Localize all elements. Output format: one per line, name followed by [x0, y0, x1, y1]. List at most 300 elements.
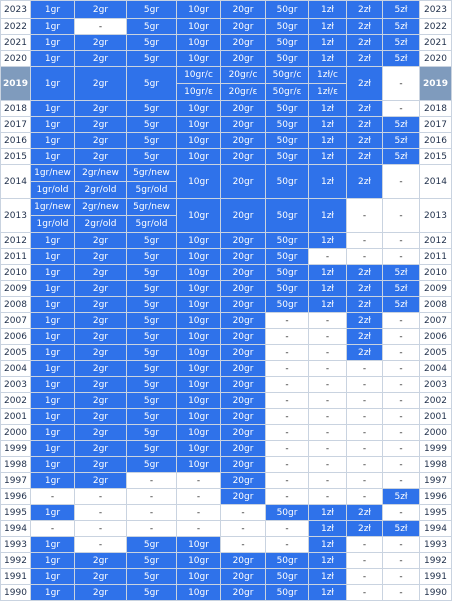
year-cell-right: 2007 [420, 313, 452, 329]
coin-cell: 5gr [127, 441, 177, 457]
coin-variant-label: 10gr/c [184, 70, 213, 80]
year-cell-right: 2001 [420, 409, 452, 425]
table-row [1, 345, 452, 361]
year-cell-right: 2014 [420, 165, 452, 199]
coin-cell: 2zł [347, 345, 383, 361]
coin-cell: - [266, 537, 309, 553]
coin-cell: 5gr [127, 345, 177, 361]
coin-variant-label: 5gr/old [127, 215, 176, 232]
coin-cell: 1gr [31, 409, 75, 425]
coin-cell: 5zł [383, 1, 420, 19]
coin-cell: 1gr [31, 393, 75, 409]
table-row [1, 133, 452, 149]
year-cell-left: 1990 [1, 585, 31, 601]
coin-variant-label: 20gr/c [228, 70, 258, 80]
coin-cell: 1gr [31, 473, 75, 489]
coin-cell: - [383, 441, 420, 457]
coin-cell: 5gr [127, 377, 177, 393]
coin-cell: 5gr [127, 409, 177, 425]
year-cell-right: 2010 [420, 265, 452, 281]
year-cell-right: 2005 [420, 345, 452, 361]
coin-cell: - [347, 361, 383, 377]
coin-cell: 1zł [309, 149, 347, 165]
coin-cell: - [309, 361, 347, 377]
year-cell-left: 2006 [1, 329, 31, 345]
coin-cell: 2zł [347, 165, 383, 199]
coin-variant-label: 5gr/new [133, 168, 170, 178]
coin-cell: 10gr [177, 249, 221, 265]
coin-cell: 5zł [383, 281, 420, 297]
coin-cell: - [266, 345, 309, 361]
coin-cell: 2gr [75, 393, 127, 409]
coin-variant-label: 2gr/new [82, 168, 119, 178]
year-cell-right: 2021 [420, 35, 452, 51]
table-row [1, 329, 452, 345]
coin-cell: - [177, 473, 221, 489]
coin-cell: 5gr [127, 101, 177, 117]
coin-cell: 20gr [221, 393, 266, 409]
table-row [1, 265, 452, 281]
year-cell-left: 1997 [1, 473, 31, 489]
coin-cell: 5gr [127, 233, 177, 249]
coin-cell: - [383, 249, 420, 265]
coin-cell: 1gr [31, 505, 75, 521]
coin-cell: 2zł [347, 505, 383, 521]
coin-cell: 1gr [31, 265, 75, 281]
coin-cell: - [177, 521, 221, 537]
coin-cell: 2gr [75, 457, 127, 473]
table-row [1, 457, 452, 473]
coin-variant-label: 50gr/ε [266, 83, 308, 100]
coin-cell: 50gr [266, 19, 309, 35]
coin-cell: - [347, 393, 383, 409]
coin-cell: 20gr [221, 361, 266, 377]
coin-cell: - [347, 585, 383, 601]
coin-cell: - [266, 441, 309, 457]
coin-cell: 10gr [177, 281, 221, 297]
coin-cell: - [266, 377, 309, 393]
coin-cell: 10gr [177, 1, 221, 19]
year-cell-left: 2010 [1, 265, 31, 281]
coin-cell: - [309, 393, 347, 409]
coin-cell: 5gr [127, 329, 177, 345]
coin-cell: - [127, 473, 177, 489]
coin-cell: 50gr [266, 585, 309, 601]
coin-cell: 20gr [221, 569, 266, 585]
year-cell-right: 2016 [420, 133, 452, 149]
coin-variant-label: 1gr/old [31, 215, 74, 232]
year-cell-right: 2013 [420, 199, 452, 233]
coin-cell: 20gr [221, 35, 266, 51]
table-row [1, 361, 452, 377]
year-cell-left: 2017 [1, 117, 31, 133]
table-row [1, 1, 452, 19]
coin-cell [127, 199, 177, 233]
coin-cell: 5zł [383, 51, 420, 67]
coin-cell: 1gr [31, 361, 75, 377]
coin-cell: 5gr [127, 281, 177, 297]
coin-cell: 20gr [221, 585, 266, 601]
table-row [1, 585, 452, 601]
coin-cell: - [221, 537, 266, 553]
coin-cell: 20gr [221, 199, 266, 233]
year-cell-left: 2003 [1, 377, 31, 393]
coin-cell: 2zł [347, 329, 383, 345]
year-cell-left: 2005 [1, 345, 31, 361]
coin-cell: 1gr [31, 457, 75, 473]
coin-cell: - [383, 473, 420, 489]
coin-cell: 1zł [309, 553, 347, 569]
coin-cell: 1gr [31, 117, 75, 133]
coin-cell: - [177, 489, 221, 505]
coin-cell: - [31, 489, 75, 505]
coin-cell: 1gr [31, 553, 75, 569]
year-cell-left: 2020 [1, 51, 31, 67]
coin-cell: 20gr [221, 51, 266, 67]
coin-cell: 10gr [177, 165, 221, 199]
coin-cell: 10gr [177, 537, 221, 553]
coin-cell: 2gr [75, 329, 127, 345]
coin-cell: 20gr [221, 165, 266, 199]
coin-cell: 10gr [177, 345, 221, 361]
coin-cell: 2gr [75, 425, 127, 441]
coin-cell: 5gr [127, 569, 177, 585]
year-cell-left: 2015 [1, 149, 31, 165]
table-row [1, 101, 452, 117]
table-row [1, 409, 452, 425]
coin-cell: - [347, 553, 383, 569]
coin-cell: 2zł [347, 133, 383, 149]
coin-cell: 1gr [31, 569, 75, 585]
year-cell-left: 2022 [1, 19, 31, 35]
coin-cell: 20gr [221, 345, 266, 361]
coin-cell: 1gr [31, 297, 75, 313]
coin-cell: 5zł [383, 265, 420, 281]
year-cell-right: 1998 [420, 457, 452, 473]
coin-cell: 1gr [31, 19, 75, 35]
coin-cell: 2gr [75, 117, 127, 133]
coin-cell: 5zł [383, 117, 420, 133]
coin-cell: - [266, 313, 309, 329]
coin-cell: 50gr [266, 297, 309, 313]
year-cell-left: 1995 [1, 505, 31, 521]
year-cell-left: 1993 [1, 537, 31, 553]
coin-cell: - [383, 199, 420, 233]
coin-cell: 2gr [75, 569, 127, 585]
coin-cell: 5zł [383, 19, 420, 35]
table-row [1, 313, 452, 329]
coin-cell: - [347, 233, 383, 249]
coin-cell: - [383, 553, 420, 569]
coin-cell: 1zł [309, 117, 347, 133]
table-row [1, 377, 452, 393]
coin-cell: 2zł [347, 117, 383, 133]
coin-cell: 50gr [266, 553, 309, 569]
coin-cell [75, 165, 127, 199]
coin-cell: - [266, 425, 309, 441]
coin-cell: - [221, 505, 266, 521]
coin-cell: - [75, 537, 127, 553]
coin-cell: 1zł [309, 35, 347, 51]
coin-cell: 50gr [266, 505, 309, 521]
coin-cell: 2zł [347, 67, 383, 101]
coin-cell: 20gr [221, 297, 266, 313]
coin-cell: 20gr [221, 149, 266, 165]
year-cell-left: 2008 [1, 297, 31, 313]
coin-cell: - [347, 199, 383, 233]
coin-cell: - [347, 425, 383, 441]
coin-variant-label: 10gr/ε [177, 83, 220, 100]
year-cell-right: 1993 [420, 537, 452, 553]
coin-cell: - [383, 345, 420, 361]
coin-cell: 5gr [127, 457, 177, 473]
coin-cell: 20gr [221, 441, 266, 457]
coin-variant-label: 20gr/ε [221, 83, 265, 100]
coin-cell: 1zł [309, 297, 347, 313]
coin-cell: 10gr [177, 117, 221, 133]
table-row [1, 51, 452, 67]
coin-cell: 20gr [221, 117, 266, 133]
coin-cell: 1zł [309, 133, 347, 149]
coin-cell: 1zł [309, 1, 347, 19]
coin-cell: 10gr [177, 149, 221, 165]
year-cell-right: 1991 [420, 569, 452, 585]
coin-cell: - [347, 473, 383, 489]
coin-cell: 2gr [75, 265, 127, 281]
coin-cell: 2gr [75, 281, 127, 297]
coin-cell: 20gr [221, 425, 266, 441]
coin-cell: 20gr [221, 19, 266, 35]
year-cell-right: 1992 [420, 553, 452, 569]
coin-cell: 20gr [221, 553, 266, 569]
year-cell-left: 2018 [1, 101, 31, 117]
coin-cell: - [75, 521, 127, 537]
coin-cell: 5gr [127, 297, 177, 313]
coin-cell: 10gr [177, 553, 221, 569]
coin-cell: 10gr [177, 425, 221, 441]
coin-cell: 20gr [221, 1, 266, 19]
coin-cell: 5gr [127, 553, 177, 569]
year-cell-left: 2021 [1, 35, 31, 51]
year-cell-left: 2023 [1, 1, 31, 19]
coin-cell: - [383, 393, 420, 409]
coin-cell: - [127, 505, 177, 521]
coin-cell: 50gr [266, 265, 309, 281]
coin-cell: 5gr [127, 393, 177, 409]
table-row [1, 19, 452, 35]
coin-cell: 2zł [347, 1, 383, 19]
coin-variant-label: 5gr/old [127, 181, 176, 198]
coin-cell: 50gr [266, 35, 309, 51]
coin-cell: 1gr [31, 51, 75, 67]
coin-variant-label: 2gr/new [82, 202, 119, 212]
coin-cell: 1zł [309, 101, 347, 117]
year-cell-right: 2011 [420, 249, 452, 265]
coin-cell: - [309, 377, 347, 393]
coin-variant-label: 1gr/new [34, 168, 71, 178]
coin-variant-label: 1gr/old [31, 181, 74, 198]
table-row [1, 489, 452, 505]
year-cell-right: 2002 [420, 393, 452, 409]
coin-cell: 20gr [221, 377, 266, 393]
coin-cell: 2gr [75, 553, 127, 569]
coin-cell: 5gr [127, 149, 177, 165]
coin-cell: 5gr [127, 1, 177, 19]
coin-cell: 1zł [309, 505, 347, 521]
coin-cell: 5gr [127, 313, 177, 329]
coin-cell: 10gr [177, 199, 221, 233]
coin-cell: 1zł [309, 265, 347, 281]
coin-cell: - [266, 521, 309, 537]
coin-cell: 10gr [177, 297, 221, 313]
coin-cell: - [309, 313, 347, 329]
coin-cell [31, 165, 75, 199]
coin-cell: 1gr [31, 233, 75, 249]
coin-cell: 10gr [177, 409, 221, 425]
coin-cell: 1gr [31, 35, 75, 51]
coin-variant-label: 50gr/c [272, 70, 302, 80]
coin-cell: 1gr [31, 149, 75, 165]
coin-cell: 5gr [127, 585, 177, 601]
year-cell-right: 2009 [420, 281, 452, 297]
coin-cell: 10gr [177, 457, 221, 473]
coin-cell: 2gr [75, 297, 127, 313]
coin-cell [266, 67, 309, 101]
year-cell-left: 2004 [1, 361, 31, 377]
year-cell-left: 2011 [1, 249, 31, 265]
coin-cell: - [383, 233, 420, 249]
coin-cell: - [383, 457, 420, 473]
coin-cell: - [347, 249, 383, 265]
coin-cell: - [309, 473, 347, 489]
coin-cell: 10gr [177, 51, 221, 67]
coin-cell: - [347, 489, 383, 505]
coin-cell: 2gr [75, 345, 127, 361]
coin-cell: 2gr [75, 101, 127, 117]
table-row [1, 281, 452, 297]
coin-cell: 1zł [309, 281, 347, 297]
year-cell-left: 1992 [1, 553, 31, 569]
coin-cell: - [309, 345, 347, 361]
coin-cell: 50gr [266, 51, 309, 67]
coin-cell: 2zł [347, 19, 383, 35]
coin-cell: - [266, 457, 309, 473]
coin-cell: 20gr [221, 313, 266, 329]
coin-cell: 1gr [31, 133, 75, 149]
year-cell-left: 2001 [1, 409, 31, 425]
year-cell-left: 1996 [1, 489, 31, 505]
coin-cell: 10gr [177, 569, 221, 585]
year-cell-right: 1990 [420, 585, 452, 601]
coin-cell: 10gr [177, 393, 221, 409]
coin-cell: 50gr [266, 133, 309, 149]
year-cell-right: 2004 [420, 361, 452, 377]
coin-cell: 5gr [127, 51, 177, 67]
coin-cell: - [383, 537, 420, 553]
coin-cell: 1gr [31, 67, 75, 101]
coin-cell: 1zł [309, 569, 347, 585]
coin-cell: 5gr [127, 117, 177, 133]
table-row [1, 233, 452, 249]
table-row [1, 67, 452, 101]
coin-cell: - [383, 101, 420, 117]
coin-cell: 5gr [127, 35, 177, 51]
table-row [1, 505, 452, 521]
coin-cell: - [75, 489, 127, 505]
year-cell-left: 2007 [1, 313, 31, 329]
table-row [1, 441, 452, 457]
coin-cell: 2gr [75, 313, 127, 329]
coin-cell: 2gr [75, 441, 127, 457]
coin-cell: - [309, 457, 347, 473]
coin-cell: 2gr [75, 409, 127, 425]
coin-cell: 1zł [309, 585, 347, 601]
coin-cell: - [309, 425, 347, 441]
year-cell-right: 1995 [420, 505, 452, 521]
coin-cell: - [383, 67, 420, 101]
coin-cell: - [347, 457, 383, 473]
coin-cell: 2zł [347, 51, 383, 67]
coin-cell: 5gr [127, 537, 177, 553]
year-cell-right: 2015 [420, 149, 452, 165]
coin-cell: 20gr [221, 489, 266, 505]
coin-cell: 5gr [127, 67, 177, 101]
coin-cell: 5zł [383, 521, 420, 537]
coin-cell: 1zł [309, 165, 347, 199]
coin-cell: - [383, 425, 420, 441]
coin-cell: 1gr [31, 101, 75, 117]
coin-variant-label: 1zł/c [317, 70, 338, 80]
table-row [1, 199, 452, 233]
year-cell-right: 1996 [420, 489, 452, 505]
coin-cell: 1zł [309, 51, 347, 67]
coin-cell: 5gr [127, 361, 177, 377]
coin-cell [177, 67, 221, 101]
coin-cell: 5gr [127, 265, 177, 281]
coin-cell: - [383, 165, 420, 199]
coin-cell: - [75, 19, 127, 35]
coin-cell: - [309, 329, 347, 345]
coin-cell [221, 67, 266, 101]
table-row [1, 569, 452, 585]
coin-cell: 5gr [127, 133, 177, 149]
coin-cell: 2zł [347, 313, 383, 329]
coin-cell: 2gr [75, 133, 127, 149]
coin-cell: 2gr [75, 585, 127, 601]
year-cell-right: 2018 [420, 101, 452, 117]
year-cell-right: 2022 [420, 19, 452, 35]
coin-variant-label: 1gr/new [34, 202, 71, 212]
coin-cell: 5gr [127, 249, 177, 265]
table-row [1, 165, 452, 199]
year-cell-right: 1999 [420, 441, 452, 457]
coin-cell: 5zł [383, 149, 420, 165]
table-row [1, 117, 452, 133]
coin-cell: 50gr [266, 569, 309, 585]
coin-cell: 2zł [347, 297, 383, 313]
coin-cell: - [309, 249, 347, 265]
coin-cell: - [347, 377, 383, 393]
coin-cell: 1gr [31, 249, 75, 265]
coin-cell: - [266, 329, 309, 345]
coin-cell: 10gr [177, 233, 221, 249]
coin-cell: 20gr [221, 329, 266, 345]
year-cell-right: 2020 [420, 51, 452, 67]
coin-cell: 1gr [31, 313, 75, 329]
year-cell-right: 1994 [420, 521, 452, 537]
coin-cell: - [383, 505, 420, 521]
year-cell-left: 2013 [1, 199, 31, 233]
